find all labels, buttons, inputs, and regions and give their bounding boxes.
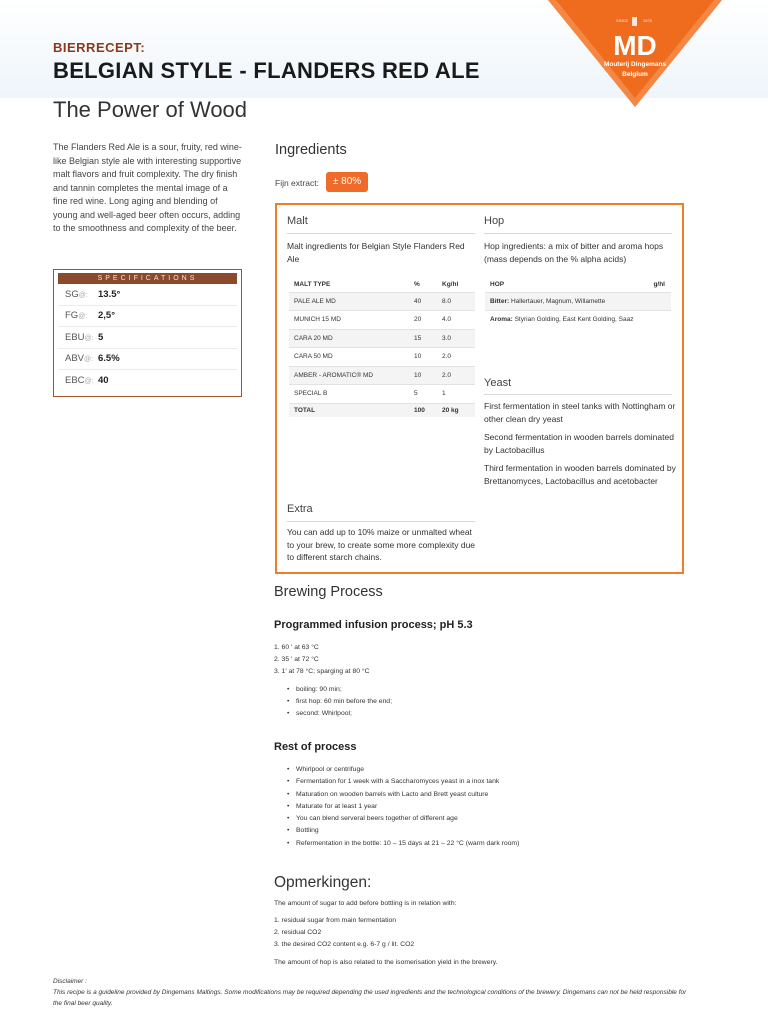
table-row [289, 311, 475, 330]
aroma-label: Aroma: [490, 316, 513, 323]
yeast-item: Third fermentation in wooden barrels dominated by Brettanomyces, Lactobacillus and acetobacter [484, 463, 676, 486]
spec-row-ebu [58, 327, 237, 349]
ingredients-panel [275, 203, 684, 574]
list-item: 1. residual sugar from main fermentation [274, 917, 397, 924]
logo-line1: Mouterij Dingemans [603, 61, 667, 68]
list-item: 1. 60 ' at 63 °C [274, 644, 319, 651]
percent-cell: 20 [409, 311, 437, 330]
disclaimer [53, 976, 693, 1009]
malt-type-cell: AMBER - AROMATIC® MD [289, 366, 409, 385]
yeast-title: Yeast [484, 377, 512, 389]
table-row [289, 366, 475, 385]
infusion-heading: Programmed infusion process; pH 5.3 [274, 619, 473, 631]
notes-intro: The amount of sugar to add before bottling is in relation with: [274, 900, 457, 907]
table-header-row [289, 278, 475, 292]
table-row [289, 348, 475, 367]
table-row [289, 292, 475, 311]
notes-heading: Opmerkingen: [274, 874, 372, 891]
rest-steps [287, 764, 519, 850]
malt-type-cell: PALE ALE MD [289, 292, 409, 311]
recipe-kicker: BIERRECEPT: [53, 40, 146, 55]
logo-year: 1875 [643, 18, 652, 23]
total-kg: 20 kg [437, 403, 475, 417]
fijn-extract-label: Fijn extract: [275, 178, 319, 188]
page-subtitle: The Power of Wood [53, 97, 248, 122]
page-title: BELGIAN STYLE - FLANDERS RED ALE [53, 58, 480, 83]
bitter-label: Bitter: [490, 297, 510, 305]
info-icon[interactable]: @: [84, 356, 94, 364]
info-icon[interactable]: @: [84, 334, 94, 342]
list-item: • Refermentation in the bottle: 10 – 15 days at 21 – 22 °C (warm dark room) [287, 838, 519, 850]
column-header: MALT TYPE [294, 281, 331, 289]
total-label: TOTAL [289, 403, 409, 417]
list-item: • Maturation on wooden barrels with Lacto and Brett yeast culture [287, 789, 519, 801]
table-row [289, 329, 475, 348]
kg-cell: 3.0 [437, 329, 475, 348]
spec-label: EBU [65, 331, 85, 343]
list-item: • Maturate for at least 1 year [287, 801, 519, 813]
spec-label: FG [65, 310, 79, 322]
malt-description: Malt ingredients for Belgian Style Flanders Red Ale [287, 241, 465, 264]
malt-type-cell: MUNICH 15 MD [289, 311, 409, 330]
hop-title: Hop [484, 215, 505, 227]
yeast-item: Second fermentation in wooden barrels dominated by Lactobacillus [484, 432, 674, 455]
list-item: • Bottling [287, 825, 519, 837]
logo-mark: MD [613, 30, 657, 61]
list-item: • You can blend serveral beers together of different age [287, 813, 519, 825]
hop-table [485, 278, 671, 329]
brewing-heading: Brewing Process [274, 584, 383, 600]
list-item: 2. residual CO2 [274, 929, 322, 937]
spec-value: 2,5° [98, 310, 116, 322]
table-total-row [289, 403, 475, 417]
percent-cell: 10 [409, 348, 437, 367]
table-header-row [485, 278, 671, 292]
percent-cell: 10 [409, 366, 437, 385]
column-header: Kg/hl [442, 281, 459, 289]
rest-heading: Rest of process [274, 741, 357, 753]
malt-table [289, 278, 475, 417]
list-item: 3. 1' at 78 °C; sparging at 80 °C [274, 668, 370, 676]
column-header: g/hl [653, 281, 665, 289]
infusion-steps [274, 642, 370, 679]
logo-line2: Belgium [622, 71, 648, 78]
list-item: • second: Whirlpool; [287, 708, 392, 720]
boil-steps [287, 684, 392, 721]
spec-row-ebc [58, 370, 237, 392]
spec-value: 5 [98, 331, 104, 343]
yeast-list [484, 400, 676, 493]
spec-label: SG [65, 288, 79, 300]
malt-type-cell: CARA 20 MD [289, 329, 409, 348]
spec-row-fg [58, 306, 237, 328]
info-icon[interactable]: @: [84, 378, 94, 386]
spec-value: 40 [98, 375, 109, 387]
spec-value: 13.5° [98, 288, 121, 300]
notes-list [274, 915, 414, 952]
extra-divider [287, 521, 475, 522]
column-header: HOP [490, 281, 505, 289]
list-item: • Fermentation for 1 week with a Saccharomyces yeast in a inox tank [287, 776, 519, 788]
info-icon[interactable]: @: [78, 291, 88, 299]
intro-text: The Flanders Red Ale is a sour, fruity, red wine-like Belgian style ale with interesting supportive malt flavors and fruit complexity. The dry finish and tannin completes the mental image of a fine red wine. Long aging and blending of young and well-aged beer often occurs, adding to the smoothness and complexity of the beer. [53, 142, 242, 233]
aroma-value: Styrian Golding, East Kent Golding, Saaz [514, 316, 634, 323]
extra-text: You can add up to 10% maize or unmalted wheat to your brew, to create some more complexity due to different starch chains. [287, 527, 476, 562]
specifications-heading: SPECIFICATIONS [58, 273, 237, 284]
percent-cell: 15 [409, 329, 437, 348]
spec-row-abv [58, 349, 237, 371]
fijn-extract-badge: ± 80% [326, 172, 368, 192]
spec-value: 6.5% [98, 353, 120, 365]
list-item: 2. 35 ' at 72 °C [274, 656, 319, 664]
hop-divider [484, 233, 672, 234]
malt-type-cell: CARA 50 MD [289, 348, 409, 367]
extra-title: Extra [287, 503, 313, 515]
table-row [485, 311, 671, 329]
kg-cell: 2.0 [437, 366, 475, 385]
ingredients-heading: Ingredients [275, 142, 347, 158]
kg-cell: 4.0 [437, 311, 475, 330]
list-item: • boiling: 90 min; [287, 684, 392, 696]
dingemans-logo [548, 0, 722, 107]
table-row [289, 385, 475, 404]
disclaimer-label: Disclaimer : [53, 978, 87, 985]
list-item: • Whirlpool or centrifuge [287, 764, 519, 776]
spec-label: ABV [65, 353, 85, 365]
malt-type-cell: SPECIAL B [289, 385, 409, 404]
yeast-divider [484, 394, 672, 395]
bitter-value: Hallertauer, Magnum, Willamette [510, 297, 606, 305]
disclaimer-text: This recipe is a guideline provided by Dingemans Maltings. Some modifications may be required depending the used ingredients and the technological conditions of the brewery. Dingemans can not be held responsible for the final beer quality. [53, 989, 687, 1007]
specifications-panel [53, 269, 242, 397]
kg-cell: 2.0 [437, 348, 475, 367]
spec-row-sg [58, 284, 237, 306]
yeast-item: First fermentation in steel tanks with Nottingham or other clean dry yeast [484, 401, 676, 424]
table-row [485, 292, 671, 311]
list-item: 3. the desired CO2 content e.g. 6-7 g / lit. CO2 [274, 941, 415, 949]
logo-wheat-icon [632, 17, 637, 26]
hop-description: Hop ingredients: a mix of bitter and aroma hops (mass depends on the % alpha acids) [484, 241, 664, 264]
percent-cell: 5 [409, 385, 437, 404]
malt-title: Malt [287, 215, 308, 227]
kg-cell: 8.0 [437, 292, 475, 311]
malt-divider [287, 233, 475, 234]
spec-label: EBC [65, 375, 85, 387]
percent-cell: 40 [409, 292, 437, 311]
notes-outro: The amount of hop is also related to the isomerisation yield in the brewery. [274, 959, 498, 966]
column-header: % [414, 281, 420, 289]
kg-cell: 1 [437, 385, 475, 404]
info-icon[interactable]: @: [78, 313, 88, 321]
logo-since: SINCE [616, 18, 629, 23]
total-percent: 100 [409, 403, 437, 417]
list-item: • first hop: 60 min before the end; [287, 696, 392, 708]
